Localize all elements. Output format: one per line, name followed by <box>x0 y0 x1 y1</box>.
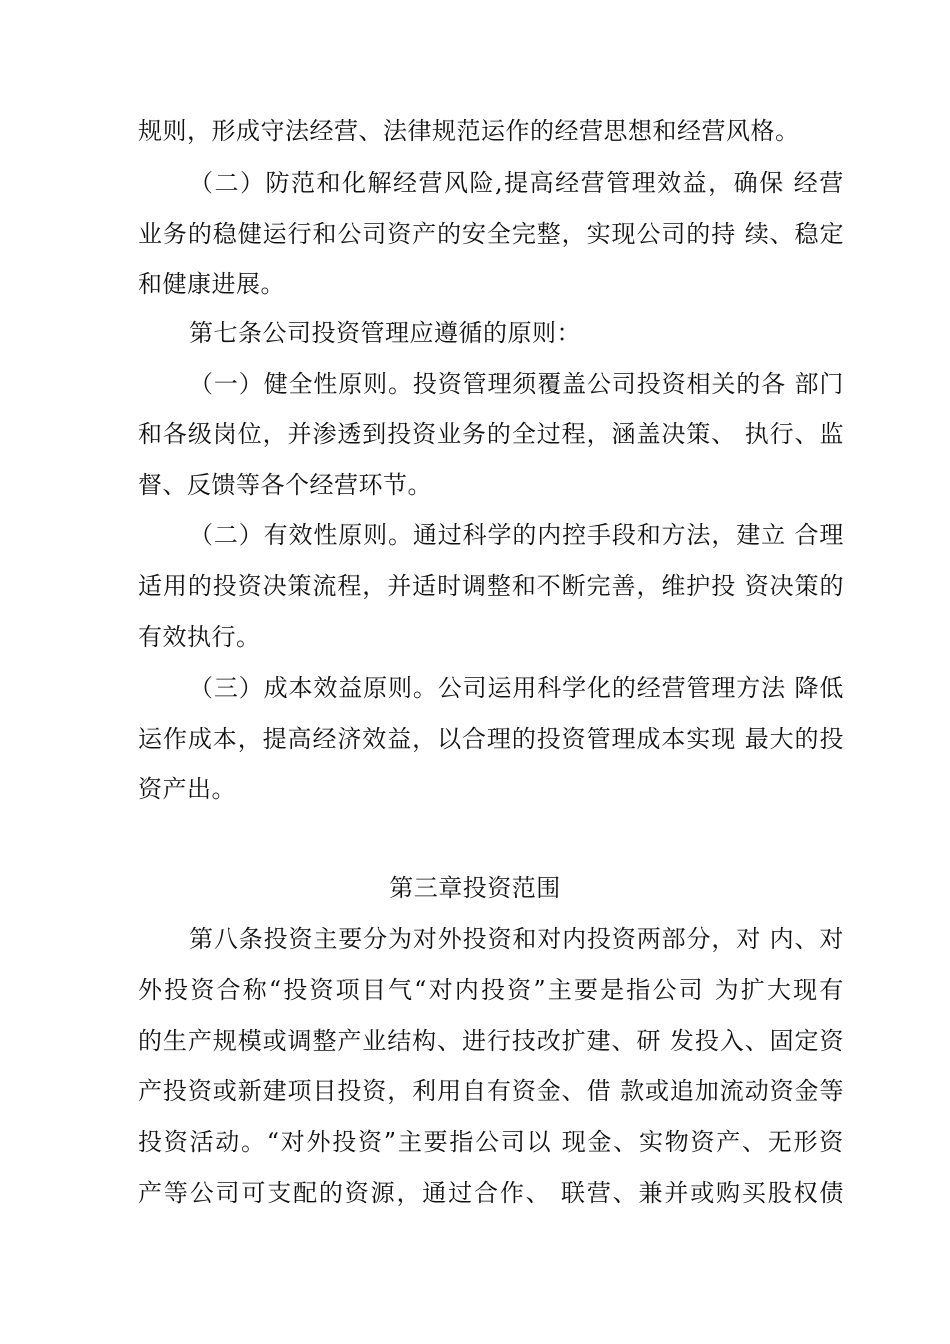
paragraph-line: 督、反馈等各个经营环节。 <box>138 471 432 499</box>
paragraph-line: 资产出。 <box>138 775 236 803</box>
paragraph-line: 运 作 成 本 ， 提 高 经 济 效 益 ， 以 合 理 的 投 资 管 理 成 本 实 现 最 大 的 投 <box>138 725 844 753</box>
paragraph-line: 规则，形成守法经营、法律规范运作的经营思想和经营风格。 <box>138 117 800 145</box>
paragraph-line: 有效执行。 <box>138 623 261 651</box>
paragraph-line: 和健康进展。 <box>138 270 285 298</box>
paragraph-line: （ 二 ） 防 范 和 化 解 经 营 风 险 , 提 高 经 营 管 理 效 益 ， 确 保 经 营 <box>189 169 844 197</box>
paragraph-line: 产 投 资 或 新 建 项 目 投 资 ， 利 用 自 有 资 金 、 借 款 或 追 加 流 动 资 金 等 <box>138 1077 844 1105</box>
paragraph-line: 投 资 活 动 。 “ 对 外 投 资 ” 主 要 指 公 司 以 现 金 、 实 物 资 产 、 无 形 资 <box>138 1128 844 1156</box>
chapter-title: 第三章投资范围 <box>389 874 561 902</box>
paragraph-line: （ 一 ） 健 全 性 原 则 。 投 资 管 理 须 覆 盖 公 司 投 资 相 关 的 各 部 门 <box>189 370 844 398</box>
paragraph-line: （ 三 ） 成 本 效 益 原 则 。 公 司 运 用 科 学 化 的 经 营 管 理 方 法 降 低 <box>189 674 844 702</box>
paragraph-line: 产 等 公 司 可 支 配 的 资 源 ， 通 过 合 作 、 联 营 、 兼 并 或 购 买 股 权 债 <box>138 1179 844 1207</box>
paragraph-line: 的 生 产 规 模 或 调 整 产 业 结 构 、 进 行 技 改 扩 建 、 研 发 投 入 、 固 定 资 <box>138 1027 844 1055</box>
paragraph-line: 外 投 资 合 称 “ 投 资 项 目 气 “ 对 内 投 资 ” 主 要 是 指 公 司 为 扩 大 现 有 <box>138 976 844 1004</box>
article-heading: 第七条公司投资管理应遵循的原则： <box>189 319 581 347</box>
paragraph-line: 适 用 的 投 资 决 策 流 程 ， 并 适 时 调 整 和 不 断 完 善 ， 维 护 投 资 决 策 的 <box>138 572 844 600</box>
paragraph-line: （ 二 ） 有 效 性 原 则 。 通 过 科 学 的 内 控 手 段 和 方 法 ， 建 立 合 理 <box>189 521 844 549</box>
paragraph-line: 和 各 级 岗 位 ， 并 渗 透 到 投 资 业 务 的 全 过 程 ， 涵 盖 决 策 、 执 行 、 监 <box>138 420 844 448</box>
paragraph-line: 业 务 的 稳 健 运 行 和 公 司 资 产 的 安 全 完 整 ， 实 现 公 司 的 持 续 、 稳 定 <box>138 220 844 248</box>
paragraph-line: 第 八 条 投 资 主 要 分 为 对 外 投 资 和 对 内 投 资 两 部 分 ， 对 内 、 对 <box>189 925 844 953</box>
